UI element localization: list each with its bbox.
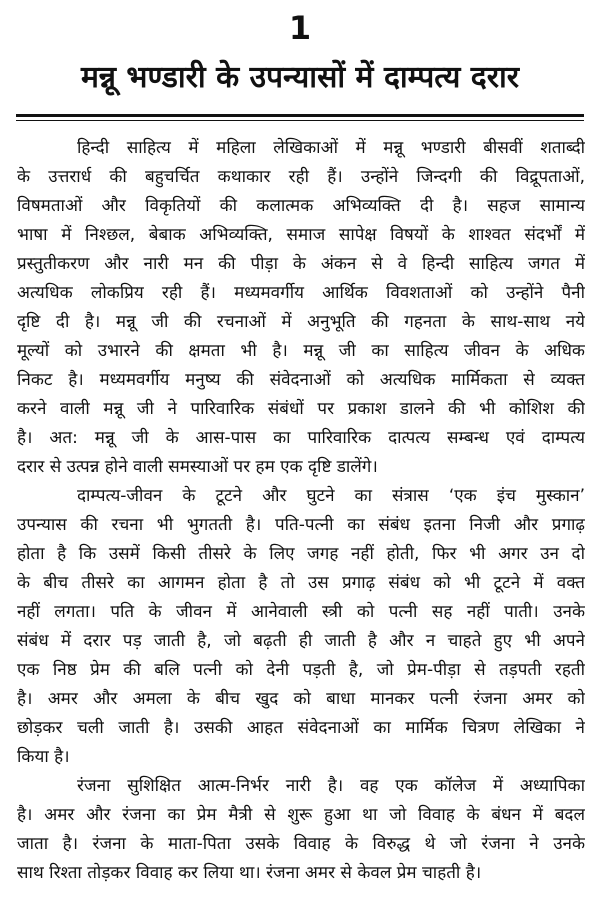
text-line: जाता है। रंजना के माता-पिता उसके विवाह के विरुद्ध थे जो रंजना ने उनके — [17, 834, 585, 854]
text-line: उपन्यास की रचना भी भुगतती है। पति-पत्नी का संबंध इतना निजी और प्रगाढ़ — [17, 515, 585, 535]
text-line: करने वाली मन्नू जी ने पारिवारिक संबंधों पर प्रकाश डालने की भी कोशिश की — [17, 399, 585, 419]
paragraph — [17, 482, 585, 772]
text-line: होता है कि उसमें किसी तीसरे के लिए जगह नहीं होती, फिर भी अगर उन दो — [17, 544, 585, 564]
text-line: है। अमर और रंजना का प्रेम मैत्री से शुरू हुआ था जो विवाह के बंधन में बदल — [17, 805, 585, 825]
title-rule-thick — [16, 114, 584, 117]
text-line: प्रस्तुतीकरण और नारी मन की पीड़ा के अंकन से वे हिन्दी साहित्य जगत में — [17, 254, 585, 274]
chapter-number: 1 — [288, 9, 312, 47]
text-line: है। अत: मन्नू जी के आस-पास का पारिवारिक दात्पत्य सम्बन्ध एवं दाम्पत्य — [17, 428, 585, 448]
text-line: मूल्यों को उभारने की क्षमता भी है। मन्नू जी का साहित्य जीवन के अधिक — [17, 341, 585, 361]
text-line: के बीच तीसरे का आगमन होता है तो उस प्रगाढ़ संबंध को भी टूटने में वक्त — [17, 573, 585, 593]
text-line: निकट है। मध्यमवर्गीय मनुष्य की संवेदनाओं को अत्यधिक मार्मिकता से व्यक्त — [17, 370, 585, 390]
text-line: दृष्टि दी है। मन्नू जी की रचनाओं में अनुभूति की गहनता के साथ-साथ नये — [17, 312, 585, 332]
text-line: नहीं लगता। पति के जीवन में आनेवाली स्त्री को पत्नी सह नहीं पाती। उनके — [17, 602, 585, 622]
text-line: दरार से उत्पन्न होने वाली समस्याओं पर हम एक दृष्टि डालेंगे। — [17, 457, 378, 477]
chapter-title: मन्नू भण्डारी के उपन्यासों में दाम्पत्य दरार — [80, 60, 520, 95]
text-line: हिन्दी साहित्य में महिला लेखिकाओं में मन्नू भण्डारी बीसवीं शताब्दी — [77, 138, 585, 158]
chapter-body — [17, 134, 585, 888]
text-line: संबंध में दरार पड़ जाती है, जो बढ़ती ही जाती है और न चाहते हुए भी अपने — [17, 631, 585, 651]
text-line: एक निष्ठ प्रेम की बलि पत्नी को देनी पड़ती है, जो प्रेम-पीड़ा से तड़पती रहती — [17, 660, 585, 680]
text-line: छोड़कर चली जाती है। उसकी आहत संवेदनाओं का मार्मिक चित्रण लेखिका ने — [17, 718, 585, 738]
title-rule-thin — [16, 120, 584, 121]
text-line: किया है। — [17, 747, 70, 767]
text-line: अत्यधिक लोकप्रिय रही हैं। मध्यमवर्गीय आर्थिक विवशताओं को उन्होंने पैनी — [17, 283, 585, 303]
text-line: दाम्पत्य-जीवन के टूटने और घुटने का संत्रास ‘एक इंच मुस्कान’ — [77, 486, 585, 506]
paragraph — [17, 772, 585, 888]
text-line: रंजना सुशिक्षित आत्म-निर्भर नारी है। वह एक कॉलेज में अध्यापिका — [77, 776, 585, 796]
text-line: भाषा में निश्छल, बेबाक अभिव्यक्ति, समाज सापेक्ष विषयों के शाश्वत संदर्भों में — [17, 225, 585, 245]
text-line: है। अमर और अमला के बीच खुद को बाधा मानकर पत्नी रंजना अमर को — [17, 689, 585, 709]
text-line: साथ रिश्ता तोड़कर विवाह कर लिया था। रंजना अमर से केवल प्रेम चाहती है। — [17, 863, 482, 883]
paragraph — [17, 134, 585, 482]
text-line: विषमताओं और विकृतियों की कलात्मक अभिव्यक्ति दी है। सहज सामान्य — [17, 196, 585, 216]
text-line: के उत्तरार्ध की बहुचर्चित कथाकार रही हैं। उन्होंने जिन्दगी की विद्रूपताओं, — [17, 167, 585, 187]
